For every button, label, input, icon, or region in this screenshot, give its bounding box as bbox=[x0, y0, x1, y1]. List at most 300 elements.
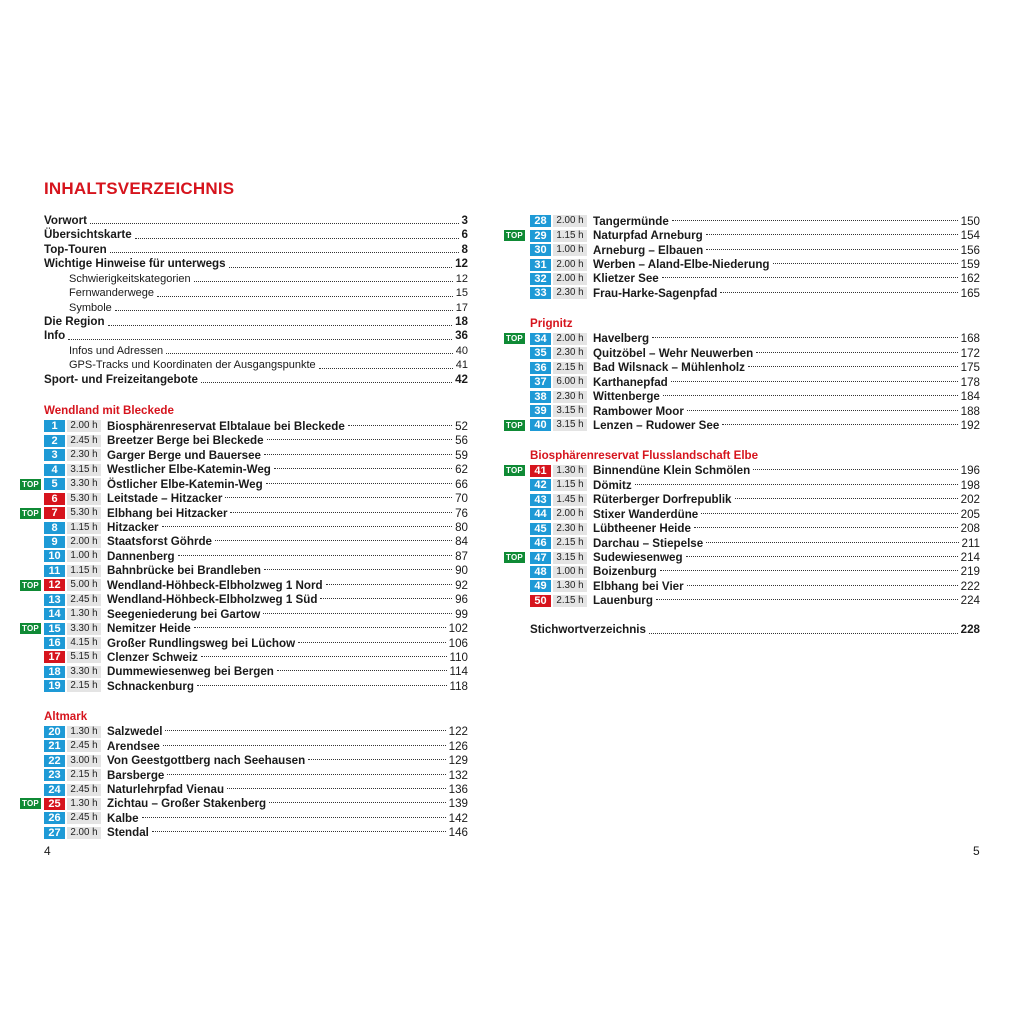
tour-page: 205 bbox=[960, 507, 980, 521]
tour-number-badge: 4 bbox=[44, 464, 65, 476]
tour-section bbox=[22, 708, 468, 841]
leader-dots bbox=[201, 656, 447, 657]
tour-section bbox=[506, 315, 980, 433]
tour-section bbox=[506, 214, 980, 301]
tour-name: Dannenberg bbox=[107, 549, 175, 563]
tour-name: Arendsee bbox=[107, 739, 160, 753]
tour-entry[interactable] bbox=[530, 594, 980, 608]
tour-page: 175 bbox=[960, 361, 980, 375]
tour-page: 59 bbox=[455, 448, 468, 462]
tour-entry[interactable] bbox=[530, 361, 980, 375]
leader-dots bbox=[229, 267, 453, 268]
leader-dots bbox=[201, 382, 452, 383]
tour-page: 146 bbox=[448, 826, 468, 840]
leader-dots bbox=[660, 570, 958, 571]
right-page-number: 5 bbox=[973, 844, 980, 858]
tour-number-badge: 48 bbox=[530, 566, 551, 578]
tour-name: Elbhang bei Vier bbox=[593, 579, 684, 593]
leader-dots bbox=[663, 395, 958, 396]
tour-duration: 3.00 h bbox=[67, 755, 101, 767]
tour-page: 188 bbox=[960, 404, 980, 418]
tour-entry[interactable] bbox=[44, 593, 468, 607]
leader-dots bbox=[68, 339, 452, 340]
tour-entry[interactable] bbox=[530, 507, 980, 521]
tour-entry[interactable] bbox=[44, 782, 468, 796]
top-badge: TOP bbox=[506, 420, 523, 430]
tour-name: Elbhang bei Hitzacker bbox=[107, 506, 228, 520]
top-slot bbox=[20, 623, 39, 634]
tour-name: Von Geestgottberg nach Seehausen bbox=[107, 754, 306, 768]
tour-name: Stendal bbox=[107, 826, 149, 840]
tour-page: 159 bbox=[960, 258, 980, 272]
toc-entry[interactable] bbox=[44, 301, 468, 315]
section-title: Biosphärenreservat Flusslandschaft Elbe bbox=[530, 448, 759, 462]
tour-entry[interactable] bbox=[44, 448, 468, 462]
tour-page: 99 bbox=[455, 607, 468, 621]
tour-entry[interactable] bbox=[44, 679, 468, 693]
top-slot bbox=[504, 230, 523, 241]
tour-entry[interactable] bbox=[530, 404, 980, 418]
tour-number-badge: 36 bbox=[530, 362, 551, 374]
leader-dots bbox=[756, 352, 957, 353]
toc-entry[interactable] bbox=[44, 315, 468, 329]
leader-dots bbox=[706, 542, 958, 543]
tour-name: Sudewiesenweg bbox=[593, 551, 683, 565]
top-badge: TOP bbox=[22, 479, 39, 489]
tour-entry[interactable] bbox=[44, 826, 468, 840]
toc-entry[interactable] bbox=[44, 243, 468, 257]
tour-duration: 3.15 h bbox=[553, 405, 587, 417]
tour-page: 70 bbox=[455, 492, 468, 506]
section-title: Altmark bbox=[44, 709, 88, 723]
tour-page: 92 bbox=[455, 578, 468, 592]
tour-page: 56 bbox=[455, 434, 468, 448]
leader-dots bbox=[773, 263, 958, 264]
tour-number-badge: 30 bbox=[530, 244, 551, 256]
tour-duration: 2.00 h bbox=[553, 259, 587, 271]
tour-entry[interactable] bbox=[506, 418, 980, 432]
tour-duration: 5.30 h bbox=[67, 493, 101, 505]
tour-number-badge: 16 bbox=[44, 637, 65, 649]
toc-entry[interactable] bbox=[44, 286, 468, 300]
top-badge: TOP bbox=[506, 553, 523, 563]
tour-name: Wendland-Höhbeck-Elbholzweg 1 Süd bbox=[107, 593, 318, 607]
leader-dots bbox=[672, 220, 958, 221]
leader-dots bbox=[215, 540, 452, 541]
top-slot bbox=[504, 552, 523, 563]
leader-dots bbox=[720, 292, 957, 293]
tour-entry[interactable] bbox=[506, 550, 980, 565]
tour-name: Karthanepfad bbox=[593, 375, 668, 389]
left-sections bbox=[22, 402, 468, 840]
tour-page: 178 bbox=[960, 375, 980, 389]
tour-number-badge: 15 bbox=[44, 623, 65, 635]
leader-dots bbox=[108, 325, 453, 326]
tour-entry[interactable] bbox=[530, 521, 980, 535]
toc-entry[interactable] bbox=[44, 228, 468, 242]
tour-page: 184 bbox=[960, 390, 980, 404]
tour-number-badge: 50 bbox=[530, 595, 551, 607]
tour-duration: 3.30 h bbox=[67, 623, 101, 635]
leader-dots bbox=[687, 585, 958, 586]
tour-name: Bahnbrücke bei Brandleben bbox=[107, 564, 261, 578]
tour-page: 198 bbox=[960, 478, 980, 492]
tour-entry[interactable] bbox=[530, 375, 980, 389]
tour-number-badge: 37 bbox=[530, 376, 551, 388]
tour-name: Großer Rundlingsweg bei Lüchow bbox=[107, 636, 296, 650]
tour-page: 106 bbox=[448, 636, 468, 650]
tour-number-badge: 24 bbox=[44, 784, 65, 796]
tour-number-badge: 22 bbox=[44, 755, 65, 767]
toc-entry-label: Symbole bbox=[69, 301, 112, 314]
tour-number-badge: 9 bbox=[44, 536, 65, 548]
toc-entry[interactable] bbox=[44, 272, 468, 286]
tour-duration: 1.15 h bbox=[67, 522, 101, 534]
tour-duration: 2.15 h bbox=[67, 680, 101, 692]
leader-dots bbox=[110, 252, 459, 253]
leader-dots bbox=[274, 468, 452, 469]
tour-entry[interactable] bbox=[530, 493, 980, 507]
tour-page: 96 bbox=[455, 593, 468, 607]
leader-dots bbox=[722, 424, 957, 425]
toc-entry-label: Die Region bbox=[44, 315, 105, 329]
tour-duration: 2.30 h bbox=[553, 287, 587, 299]
toc-entry-page: 17 bbox=[455, 301, 468, 314]
tour-duration: 1.15 h bbox=[67, 565, 101, 577]
tour-entry[interactable] bbox=[506, 464, 980, 478]
tour-name: Lauenburg bbox=[593, 594, 653, 608]
toc-entry-label: Infos und Adressen bbox=[69, 344, 164, 357]
tour-section bbox=[506, 447, 980, 608]
tour-page: 202 bbox=[960, 493, 980, 507]
tour-name: Rüterberger Dorfrepublik bbox=[593, 493, 732, 507]
tour-entry[interactable] bbox=[530, 214, 980, 228]
tour-name: Clenzer Schweiz bbox=[107, 650, 198, 664]
tour-entry[interactable] bbox=[530, 286, 980, 300]
leader-dots bbox=[348, 425, 452, 426]
tour-name: Stixer Wanderdüne bbox=[593, 507, 699, 521]
leader-dots bbox=[748, 366, 958, 367]
tour-duration: 2.45 h bbox=[67, 594, 101, 606]
tour-number-badge: 43 bbox=[530, 494, 551, 506]
tour-entry[interactable] bbox=[530, 243, 980, 257]
leader-dots bbox=[263, 613, 452, 614]
tour-page: 211 bbox=[961, 536, 980, 550]
left-column bbox=[22, 213, 468, 840]
toc-entry-page: 36 bbox=[455, 329, 468, 343]
tour-entry[interactable] bbox=[530, 579, 980, 593]
toc-entry-page: 15 bbox=[455, 287, 468, 300]
tour-name: Naturlehrpfad Vienau bbox=[107, 783, 225, 797]
leader-dots bbox=[157, 296, 453, 297]
toc-entry-page: 40 bbox=[455, 344, 468, 357]
tour-entry[interactable] bbox=[530, 257, 980, 271]
tour-number-badge: 39 bbox=[530, 405, 551, 417]
tour-entry[interactable] bbox=[44, 564, 468, 578]
tour-duration: 5.00 h bbox=[67, 579, 101, 591]
toc-entry-label: Info bbox=[44, 329, 66, 343]
leader-dots bbox=[167, 774, 445, 775]
leader-dots bbox=[230, 512, 452, 513]
tour-duration: 2.15 h bbox=[553, 537, 587, 549]
tour-page: 129 bbox=[448, 754, 468, 768]
tour-number-badge: 12 bbox=[44, 579, 65, 591]
top-slot bbox=[20, 798, 39, 809]
top-badge: TOP bbox=[22, 508, 39, 518]
leader-dots bbox=[635, 484, 958, 485]
leader-dots bbox=[135, 238, 459, 239]
tour-duration: 2.00 h bbox=[67, 827, 101, 839]
tour-number-badge: 1 bbox=[44, 420, 65, 432]
tour-page: 172 bbox=[960, 346, 980, 360]
toc-entry-label: Top-Touren bbox=[44, 242, 107, 256]
tour-entry[interactable] bbox=[506, 332, 980, 346]
toc-entry-label: Wichtige Hinweise für unterwegs bbox=[44, 257, 226, 271]
tour-number-badge: 13 bbox=[44, 594, 65, 606]
tour-entry[interactable] bbox=[44, 607, 468, 621]
tour-page: 114 bbox=[449, 665, 468, 679]
tour-name: Werben – Aland-Elbe-Niederung bbox=[593, 258, 770, 272]
tour-number-badge: 49 bbox=[530, 580, 551, 592]
tour-entry[interactable] bbox=[44, 491, 468, 505]
tour-page: 150 bbox=[960, 214, 980, 228]
tour-duration: 1.00 h bbox=[553, 244, 587, 256]
tour-duration: 2.45 h bbox=[67, 784, 101, 796]
tour-duration: 2.45 h bbox=[67, 812, 101, 824]
tour-duration: 2.15 h bbox=[553, 595, 587, 607]
leader-dots bbox=[649, 633, 958, 634]
tour-page: 222 bbox=[960, 579, 980, 593]
tour-duration: 3.30 h bbox=[67, 478, 101, 490]
tour-entry[interactable] bbox=[530, 478, 980, 492]
tour-name: Bad Wilsnack – Mühlenholz bbox=[593, 361, 745, 375]
tour-number-badge: 18 bbox=[44, 666, 65, 678]
tour-duration: 2.00 h bbox=[67, 420, 101, 432]
tour-entry[interactable] bbox=[44, 739, 468, 753]
tour-entry[interactable] bbox=[22, 477, 468, 491]
toc-entry-page: 8 bbox=[461, 242, 468, 256]
tour-name: Lübtheener Heide bbox=[593, 522, 691, 536]
tour-entry[interactable] bbox=[44, 811, 468, 825]
tour-page: 122 bbox=[448, 725, 468, 739]
tour-entry[interactable] bbox=[44, 636, 468, 650]
toc-entry[interactable] bbox=[44, 330, 468, 344]
tour-entry[interactable] bbox=[44, 549, 468, 563]
leader-dots bbox=[687, 410, 958, 411]
top-badge: TOP bbox=[22, 624, 39, 634]
leader-dots bbox=[178, 555, 452, 556]
tour-number-badge: 40 bbox=[530, 419, 551, 431]
tour-duration: 2.00 h bbox=[553, 215, 587, 227]
tour-page: 139 bbox=[448, 797, 468, 811]
leader-dots bbox=[163, 745, 446, 746]
tour-duration: 2.30 h bbox=[553, 391, 587, 403]
top-badge: TOP bbox=[22, 580, 39, 590]
tour-entry[interactable] bbox=[530, 272, 980, 286]
leader-dots bbox=[197, 685, 447, 686]
toc-entry-index[interactable] bbox=[530, 623, 980, 637]
tour-entry[interactable] bbox=[44, 725, 468, 739]
tour-duration: 2.00 h bbox=[67, 536, 101, 548]
tour-number-badge: 19 bbox=[44, 680, 65, 692]
tour-duration: 2.00 h bbox=[553, 273, 587, 285]
tour-number-badge: 47 bbox=[530, 552, 551, 564]
leader-dots bbox=[701, 513, 957, 514]
right-sections bbox=[506, 214, 980, 608]
toc-entry-label: Schwierigkeitskategorien bbox=[69, 272, 191, 285]
leader-dots bbox=[115, 310, 453, 311]
tour-name: Havelberg bbox=[593, 332, 650, 346]
leader-dots bbox=[308, 759, 445, 760]
leader-dots bbox=[90, 223, 459, 224]
tour-name: Wittenberge bbox=[593, 390, 660, 404]
tour-page: 196 bbox=[960, 464, 980, 478]
leader-dots bbox=[142, 817, 446, 818]
leader-dots bbox=[152, 831, 446, 832]
tour-duration: 3.30 h bbox=[67, 666, 101, 678]
tour-page: 192 bbox=[960, 418, 980, 432]
tour-name: Westlicher Elbe-Katemin-Weg bbox=[107, 463, 271, 477]
toc-entry[interactable] bbox=[44, 358, 468, 372]
toc-entry-label: Übersichtskarte bbox=[44, 228, 132, 242]
tour-page: 102 bbox=[448, 622, 468, 636]
tour-page: 126 bbox=[448, 739, 468, 753]
leader-dots bbox=[671, 381, 958, 382]
toc-entry[interactable] bbox=[44, 344, 468, 358]
tour-page: 154 bbox=[960, 229, 980, 243]
tour-name: Seegeniederung bei Gartow bbox=[107, 607, 261, 621]
tour-name: Darchau – Stiepelse bbox=[593, 536, 704, 550]
leader-dots bbox=[652, 337, 958, 338]
tour-page: 165 bbox=[960, 286, 980, 300]
tour-duration: 2.30 h bbox=[553, 523, 587, 535]
tour-entry[interactable] bbox=[530, 565, 980, 579]
leader-dots bbox=[753, 469, 957, 470]
tour-entry[interactable] bbox=[44, 665, 468, 679]
right-column bbox=[506, 214, 980, 638]
tour-entry[interactable] bbox=[44, 419, 468, 433]
tour-entry[interactable] bbox=[22, 578, 468, 592]
tour-entry[interactable] bbox=[530, 389, 980, 403]
toc-entry-page: 228 bbox=[960, 623, 980, 637]
toc-entry[interactable] bbox=[44, 373, 468, 387]
toc-entry[interactable] bbox=[44, 214, 468, 228]
top-slot bbox=[504, 465, 523, 476]
tour-name: Staatsforst Göhrde bbox=[107, 535, 213, 549]
tour-page: 87 bbox=[455, 549, 468, 563]
tour-duration: 1.30 h bbox=[67, 726, 101, 738]
tour-entry[interactable] bbox=[22, 621, 468, 636]
tour-name: Dummewiesenweg bei Bergen bbox=[107, 665, 274, 679]
toc-entry-page: 42 bbox=[455, 372, 468, 386]
tour-page: 52 bbox=[455, 419, 468, 433]
toc-entry-page: 6 bbox=[461, 228, 468, 242]
tour-name: Kalbe bbox=[107, 811, 139, 825]
tour-number-badge: 45 bbox=[530, 523, 551, 535]
tour-number-badge: 20 bbox=[44, 726, 65, 738]
tour-name: Hitzacker bbox=[107, 521, 159, 535]
tour-duration: 1.45 h bbox=[553, 494, 587, 506]
leader-dots bbox=[706, 234, 958, 235]
top-badge: TOP bbox=[506, 466, 523, 476]
tour-duration: 1.00 h bbox=[67, 550, 101, 562]
tour-number-badge: 46 bbox=[530, 537, 551, 549]
tour-section bbox=[22, 402, 468, 693]
leader-dots bbox=[326, 584, 453, 585]
tour-page: 84 bbox=[455, 535, 468, 549]
tour-name: Arneburg – Elbauen bbox=[593, 243, 704, 257]
tour-entry[interactable] bbox=[44, 753, 468, 767]
tour-duration: 1.00 h bbox=[553, 566, 587, 578]
tour-entry[interactable] bbox=[44, 650, 468, 664]
tour-number-badge: 23 bbox=[44, 769, 65, 781]
tour-name: Biosphärenreservat Elbtalaue bei Bleckede bbox=[107, 419, 345, 433]
tour-name: Frau-Harke-Sagenpfad bbox=[593, 286, 718, 300]
tour-entry[interactable] bbox=[530, 346, 980, 360]
tour-number-badge: 42 bbox=[530, 479, 551, 491]
tour-name: Östlicher Elbe-Katemin-Weg bbox=[107, 477, 263, 491]
tour-entry[interactable] bbox=[506, 228, 980, 243]
tour-entry[interactable] bbox=[44, 520, 468, 534]
tour-entry[interactable] bbox=[22, 797, 468, 811]
tour-duration: 1.30 h bbox=[67, 608, 101, 620]
tour-entry[interactable] bbox=[44, 463, 468, 477]
tour-name: Nemitzer Heide bbox=[107, 622, 191, 636]
tour-entry[interactable] bbox=[44, 768, 468, 782]
page-title: INHALTSVERZEICHNIS bbox=[44, 179, 235, 198]
tour-page: 214 bbox=[960, 551, 980, 565]
tour-page: 118 bbox=[449, 679, 468, 693]
tour-entry[interactable] bbox=[530, 536, 980, 550]
leader-dots bbox=[735, 498, 958, 499]
tour-duration: 1.30 h bbox=[553, 465, 587, 477]
tour-duration: 2.15 h bbox=[67, 769, 101, 781]
tour-duration: 1.15 h bbox=[553, 479, 587, 491]
section-title: Prignitz bbox=[530, 316, 573, 330]
leader-dots bbox=[266, 483, 452, 484]
tour-duration: 2.00 h bbox=[553, 333, 587, 345]
tour-number-badge: 2 bbox=[44, 435, 65, 447]
tour-entry[interactable] bbox=[44, 434, 468, 448]
tour-name: Binnendüne Klein Schmölen bbox=[593, 464, 751, 478]
tour-entry[interactable] bbox=[44, 535, 468, 549]
tour-number-badge: 5 bbox=[44, 478, 65, 490]
tour-name: Wendland-Höhbeck-Elbholzweg 1 Nord bbox=[107, 578, 323, 592]
top-badge: TOP bbox=[506, 231, 523, 241]
tour-number-badge: 27 bbox=[44, 827, 65, 839]
top-slot bbox=[20, 479, 39, 490]
toc-entry-label: Stichwortverzeichnis bbox=[530, 623, 646, 637]
tour-page: 66 bbox=[455, 477, 468, 491]
tour-name: Lenzen – Rudower See bbox=[593, 418, 720, 432]
top-slot bbox=[504, 333, 523, 344]
top-slot bbox=[504, 420, 523, 431]
top-slot bbox=[20, 580, 39, 591]
toc-entry[interactable] bbox=[44, 257, 468, 271]
tour-name: Rambower Moor bbox=[593, 404, 684, 418]
left-page-number: 4 bbox=[44, 844, 51, 858]
tour-number-badge: 33 bbox=[530, 287, 551, 299]
leader-dots bbox=[694, 527, 958, 528]
tour-name: Barsberge bbox=[107, 768, 165, 782]
tour-page: 224 bbox=[960, 594, 980, 608]
toc-entry-page: 18 bbox=[455, 315, 468, 329]
leader-dots bbox=[298, 642, 446, 643]
tour-entry[interactable] bbox=[22, 506, 468, 520]
tour-duration: 2.45 h bbox=[67, 740, 101, 752]
tour-page: 132 bbox=[448, 768, 468, 782]
tour-number-badge: 14 bbox=[44, 608, 65, 620]
